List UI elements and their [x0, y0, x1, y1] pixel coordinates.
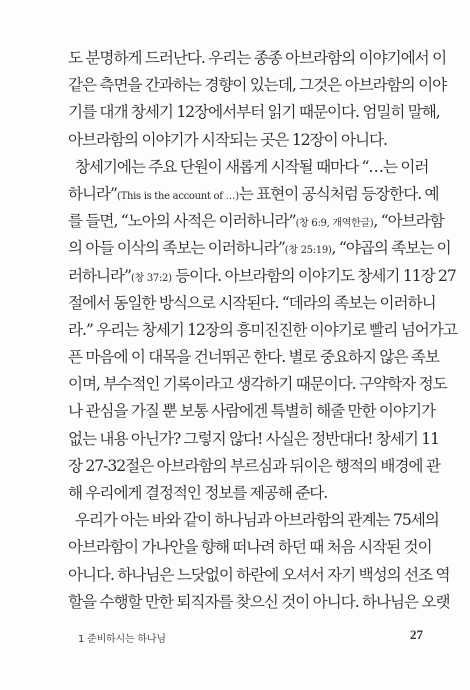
- text-line-14: 나 관심을 가질 뿐 보통 사람에겐 특별히 해줄 만한 이야기가: [68, 402, 435, 421]
- text-line-4: 아브라함의 이야기가 시작되는 곳은 12장이 아니다.: [68, 130, 387, 149]
- text-line-3: 기를 대개 창세기 12장에서부터 읽기 때문이다. 엄밀히 말해,: [68, 103, 440, 122]
- text-line-13: 이며, 부수적인 기록이라고 생각하기 때문이다. 구약학자 정도: [68, 375, 447, 394]
- bible-citation: (창 25:19): [284, 245, 332, 257]
- text-line-21: 할을 수행할 만한 퇴직자를 찾으신 것이 아니다. 하나님은 오랫: [68, 592, 450, 611]
- text-line-2: 같은 측면을 간과하는 경향이 있는데, 그것은 아브라함의 이야: [68, 76, 447, 95]
- text-line-9: 러하니라”(창 37:2) 등이다. 아브라함의 이야기도 창세기 11장 27: [68, 266, 456, 285]
- text-line-11: 라.” 우리는 창세기 12장의 흥미진진한 이야기로 빨리 넘어가고: [68, 320, 457, 339]
- text-line-10: 절에서 동일한 방식으로 시작된다. “데라의 족보는 이러하니: [68, 293, 436, 312]
- bible-citation: (창 37:2): [130, 272, 172, 284]
- english-gloss: (This is the account of …): [116, 190, 239, 202]
- text-line-12: 픈 마음에 이 대목을 건너뛰곤 한다. 별로 중요하지 않은 족보: [68, 348, 439, 367]
- text-line-15: 없는 내용 아닌가? 그렇지 않다! 사실은 정반대다! 창세기 11: [68, 429, 440, 448]
- bible-citation: (창 6:9, 개역한글): [295, 218, 374, 230]
- running-footer-section: 1 준비하시는 하나님: [78, 634, 166, 645]
- text-line-7: 를 들면, “노아의 사적은 이러하니라”(창 6:9, 개역한글), “아브라함: [68, 212, 444, 231]
- text-line-18: 우리가 아는 바와 같이 하나님과 아브라함의 관계는 75세의: [68, 511, 439, 530]
- text-line-16: 장 27-32절은 아브라함의 부르심과 뒤이은 행적의 배경에 관: [68, 456, 440, 475]
- body-text: [68, 45, 457, 616]
- text-line-1: 도 분명하게 드러난다. 우리는 종종 아브라함의 이야기에서 이: [68, 49, 447, 67]
- text-line-19: 아브라함이 가나안을 향해 떠나려 하던 때 처음 시작된 것이: [68, 538, 432, 557]
- text-line-20: 아니다. 하나님은 느닷없이 하란에 오셔서 자기 백성의 선조 역: [68, 565, 450, 584]
- page-number: 27: [410, 627, 423, 642]
- text-line-17: 해 우리에게 결정적인 정보를 제공해 준다.: [68, 484, 328, 502]
- text-line-6: 하니라”(This is the account of …)는 표현이 공식처럼 등장한다. 예: [68, 184, 439, 203]
- text-line-5: 창세기에는 주요 단원이 새롭게 시작될 때마다 “…는 이러: [68, 157, 429, 176]
- text-line-8: 의 아들 이삭의 족보는 이러하니라”(창 25:19), “야곱의 족보는 이: [68, 239, 451, 258]
